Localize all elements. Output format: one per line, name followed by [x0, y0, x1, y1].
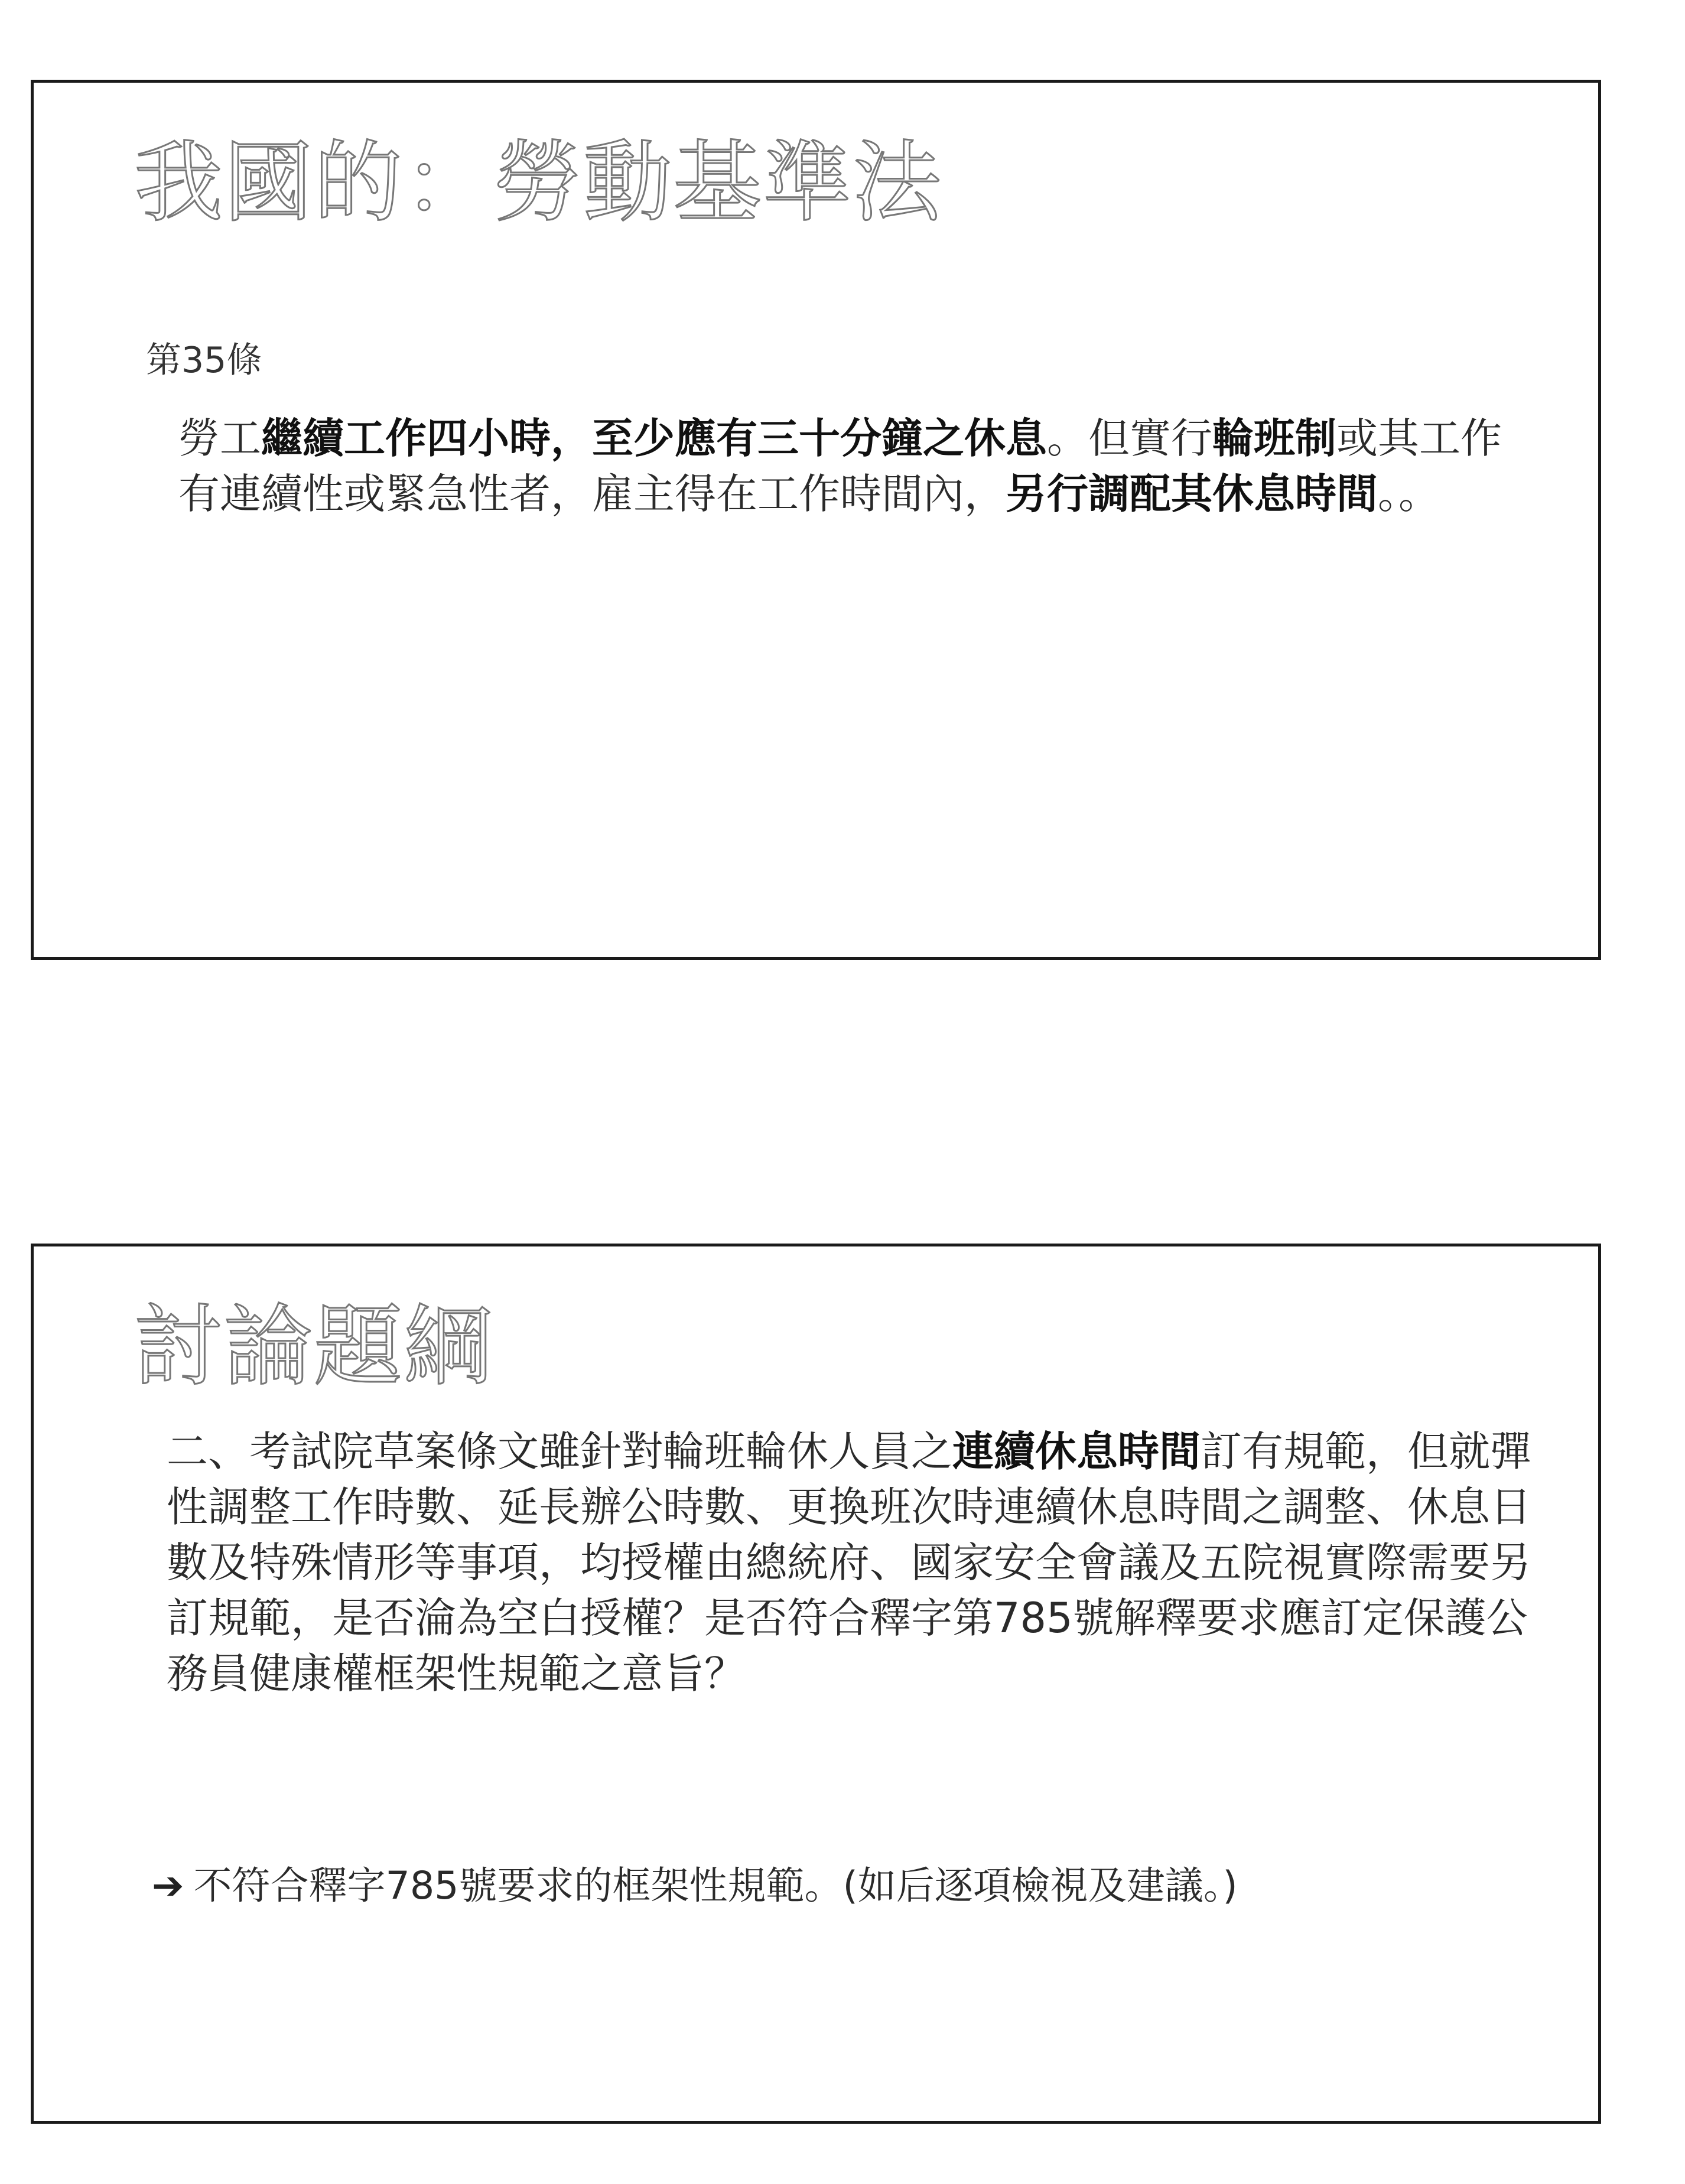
arrow-right-icon: ➔: [152, 1864, 184, 1908]
body-text: 勞工: [178, 414, 261, 463]
emphasized-text: 連續休息時間: [952, 1427, 1201, 1476]
slide-title: 討論題綱: [134, 1296, 494, 1398]
emphasized-text: 輪班制: [1212, 414, 1336, 463]
emphasized-text: 繼續工作四小時，至少應有三十分鐘之休息: [261, 414, 1047, 463]
slide-discussion-outline: [31, 1244, 1601, 2124]
body-text: 。。: [1378, 470, 1440, 518]
emphasized-text: 另行調配其休息時間: [1006, 470, 1378, 518]
body-text: 訂有規範，但就彈性調整工作時數、延長辦公時數、更換班次時連續休息時間之調整、休息日數及特殊情形等事項，均授權由總統府、國家安全會議及五院視實際需要另訂規範，是否淪為空白授權？是否符合釋字第785號解釋要求應訂定保護公務員健康權框架性規範之意旨？: [167, 1427, 1531, 1698]
article-text: [178, 411, 1537, 522]
discussion-question: [167, 1424, 1537, 1701]
conclusion-line: [152, 1864, 1238, 1908]
slide-labor-standards-act: [31, 80, 1601, 960]
body-text: 。但實行: [1047, 414, 1212, 463]
slide-title: 我國的：勞動基準法: [134, 132, 943, 235]
body-text: 或其工作有連續性或緊急性者，雇主得在工作時間內，: [178, 414, 1502, 518]
body-text: 二、考試院草案條文雖針對輪班輪休人員之: [167, 1427, 952, 1476]
conclusion-text: 不符合釋字785號要求的框架性規範。(如后逐項檢視及建議。): [193, 1864, 1238, 1908]
article-number: 第35條: [146, 340, 262, 381]
